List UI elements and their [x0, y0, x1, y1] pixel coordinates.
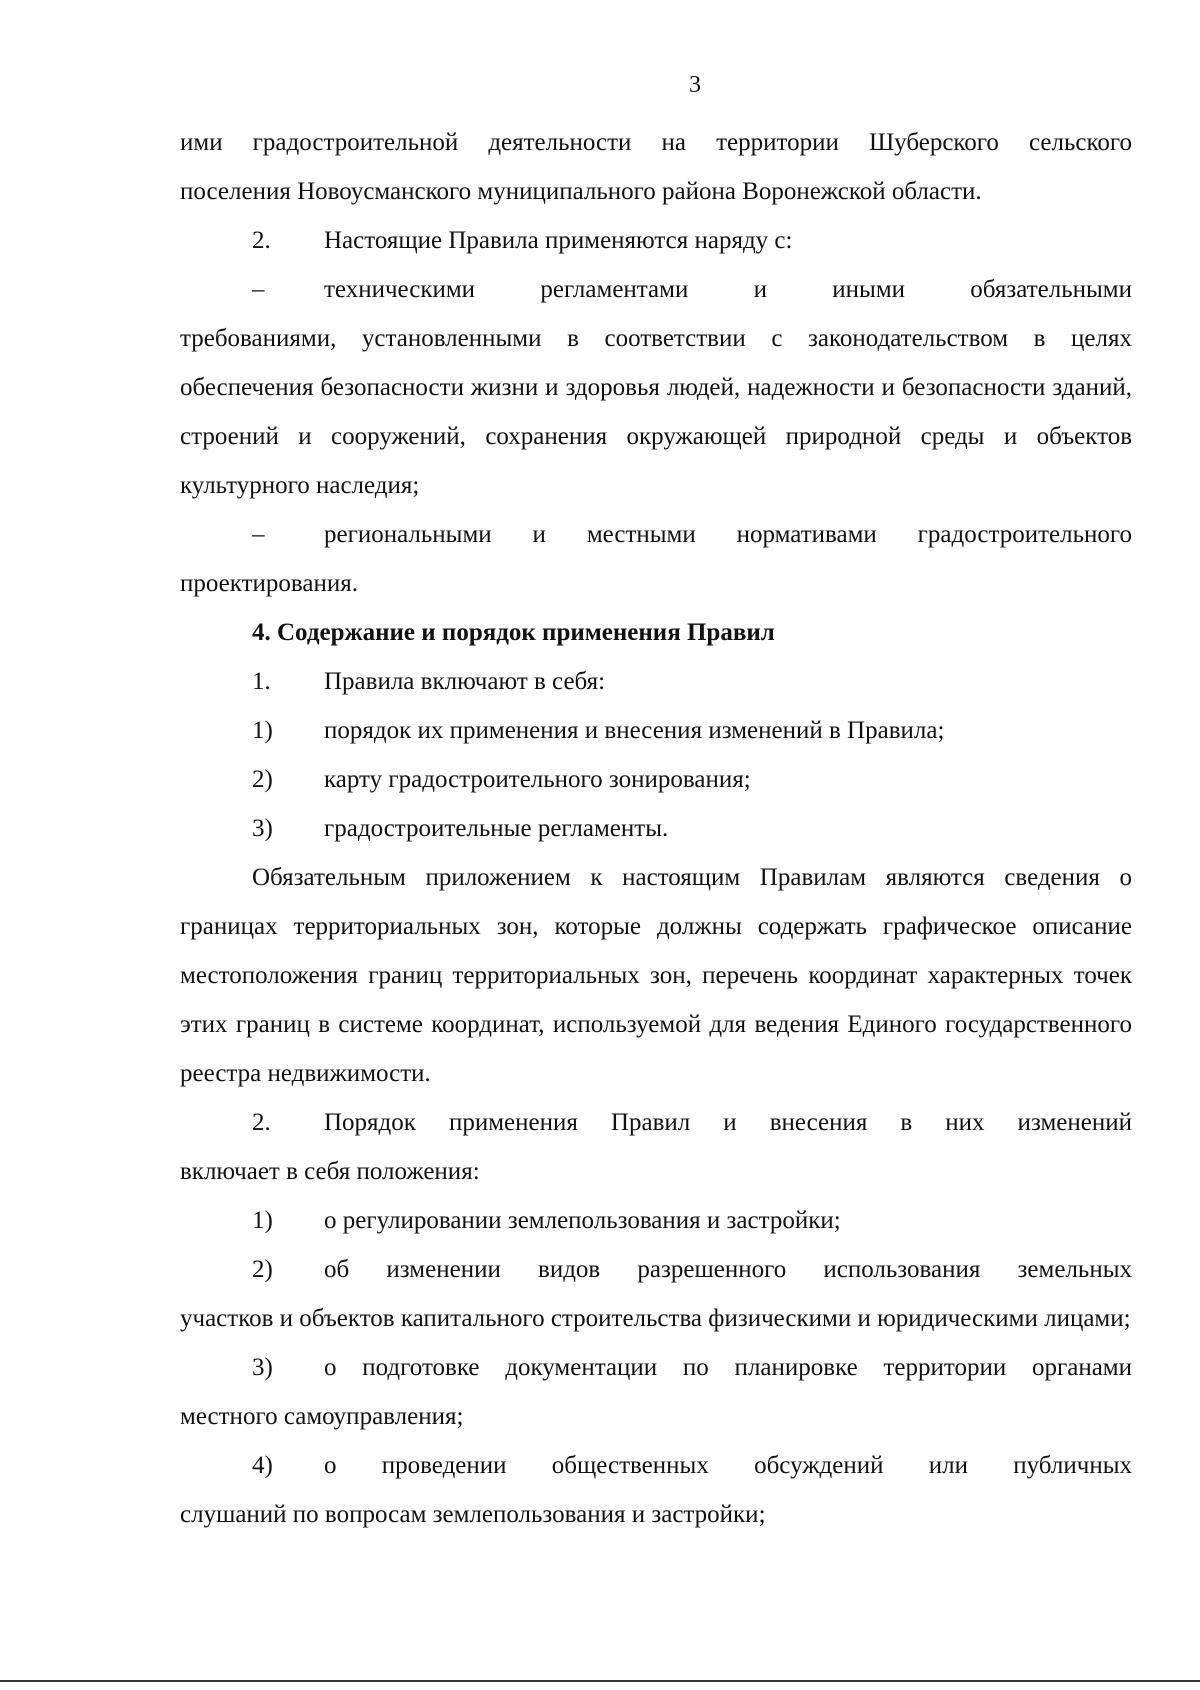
dash-item-continuation: требованиями, установленными в соответствии с законодательством в целях обеспечения безопасности жизни и здоровья людей, надежности и безопасности зданий, строений и сооружений, сохранения окружающей природной среды и объектов культурного наследия; [180, 325, 1132, 499]
list-item-first-line: о проведении общественных обсуждений или публичных [324, 1452, 1132, 1479]
list-item-number: 1) [252, 1207, 273, 1234]
list-item [180, 1245, 1132, 1294]
page-body [180, 118, 1132, 1539]
item-continuation: включает в себя положения: [180, 1158, 480, 1185]
dash-item-first-line: региональными и местными нормативами градостроительного [324, 521, 1132, 548]
item-number: 2. [252, 1109, 271, 1136]
item-text: Настоящие Правила применяются наряду с: [324, 227, 793, 254]
list-item-number: 3) [252, 815, 273, 842]
list-item [180, 804, 1132, 853]
item-number: 2. [252, 227, 271, 254]
list-item-continuation: слушаний по вопросам землепользования и застройки; [180, 1501, 766, 1528]
list-item [180, 1441, 1132, 1490]
dash-item-continuation: проектирования. [180, 570, 358, 597]
list-item-first-line: об изменении видов разрешенного использования земельных [324, 1256, 1132, 1283]
item-first-line: Порядок применения Правил и внесения в них изменений [324, 1109, 1132, 1136]
list-item-number: 2) [252, 1256, 273, 1283]
list-item-number: 2) [252, 766, 273, 793]
list-item-continuation: участков и объектов капитального строительства физическими и юридическими лицами; [180, 1305, 1131, 1332]
list-item [180, 706, 1132, 755]
list-item-first-line: о подготовке документации по планировке территории органами [324, 1354, 1132, 1381]
list-item [180, 1343, 1132, 1392]
dash-item-first-line: техническими регламентами и иными обязательными [324, 276, 1132, 303]
dash-marker: – [252, 276, 265, 303]
dash-item-2 [180, 510, 1132, 559]
list-item-text: карту градостроительного зонирования; [324, 766, 751, 793]
page-number: 3 [689, 72, 701, 98]
section-item-2 [180, 1098, 1132, 1147]
item-2 [180, 216, 1132, 265]
dash-marker: – [252, 521, 265, 548]
intro-line-1: ими градостроительной деятельности на территории Шуберского сельского [180, 129, 1132, 156]
item-number: 1. [252, 668, 271, 695]
list-item-text: порядок их применения и внесения изменений в Правила; [324, 717, 945, 744]
list-item-number: 4) [252, 1452, 273, 1479]
list-item-number: 3) [252, 1354, 273, 1381]
section-item-1 [180, 657, 1132, 706]
item-text: Правила включают в себя: [324, 668, 606, 695]
list-item-continuation: местного самоуправления; [180, 1403, 464, 1430]
paragraph-mandatory-annex: Обязательным приложением к настоящим Правилам являются сведения о границах территориальных зон, которые должны содержать графическое описание местоположения границ территориальных зон, перечень координат характерных точек этих границ в системе координат, используемой для ведения Единого государственного реестра недвижимости. [180, 864, 1132, 1087]
list-item-text: о регулировании землепользования и застройки; [324, 1207, 841, 1234]
page-bottom-rule [0, 1680, 1200, 1682]
dash-item-1 [180, 265, 1132, 314]
list-item [180, 755, 1132, 804]
list-item [180, 1196, 1132, 1245]
list-item-number: 1) [252, 717, 273, 744]
section-heading: 4. Содержание и порядок применения Правил [252, 619, 775, 646]
intro-line-2: поселения Новоусманского муниципального района Воронежской области. [180, 178, 982, 205]
list-item-text: градостроительные регламенты. [324, 815, 669, 842]
